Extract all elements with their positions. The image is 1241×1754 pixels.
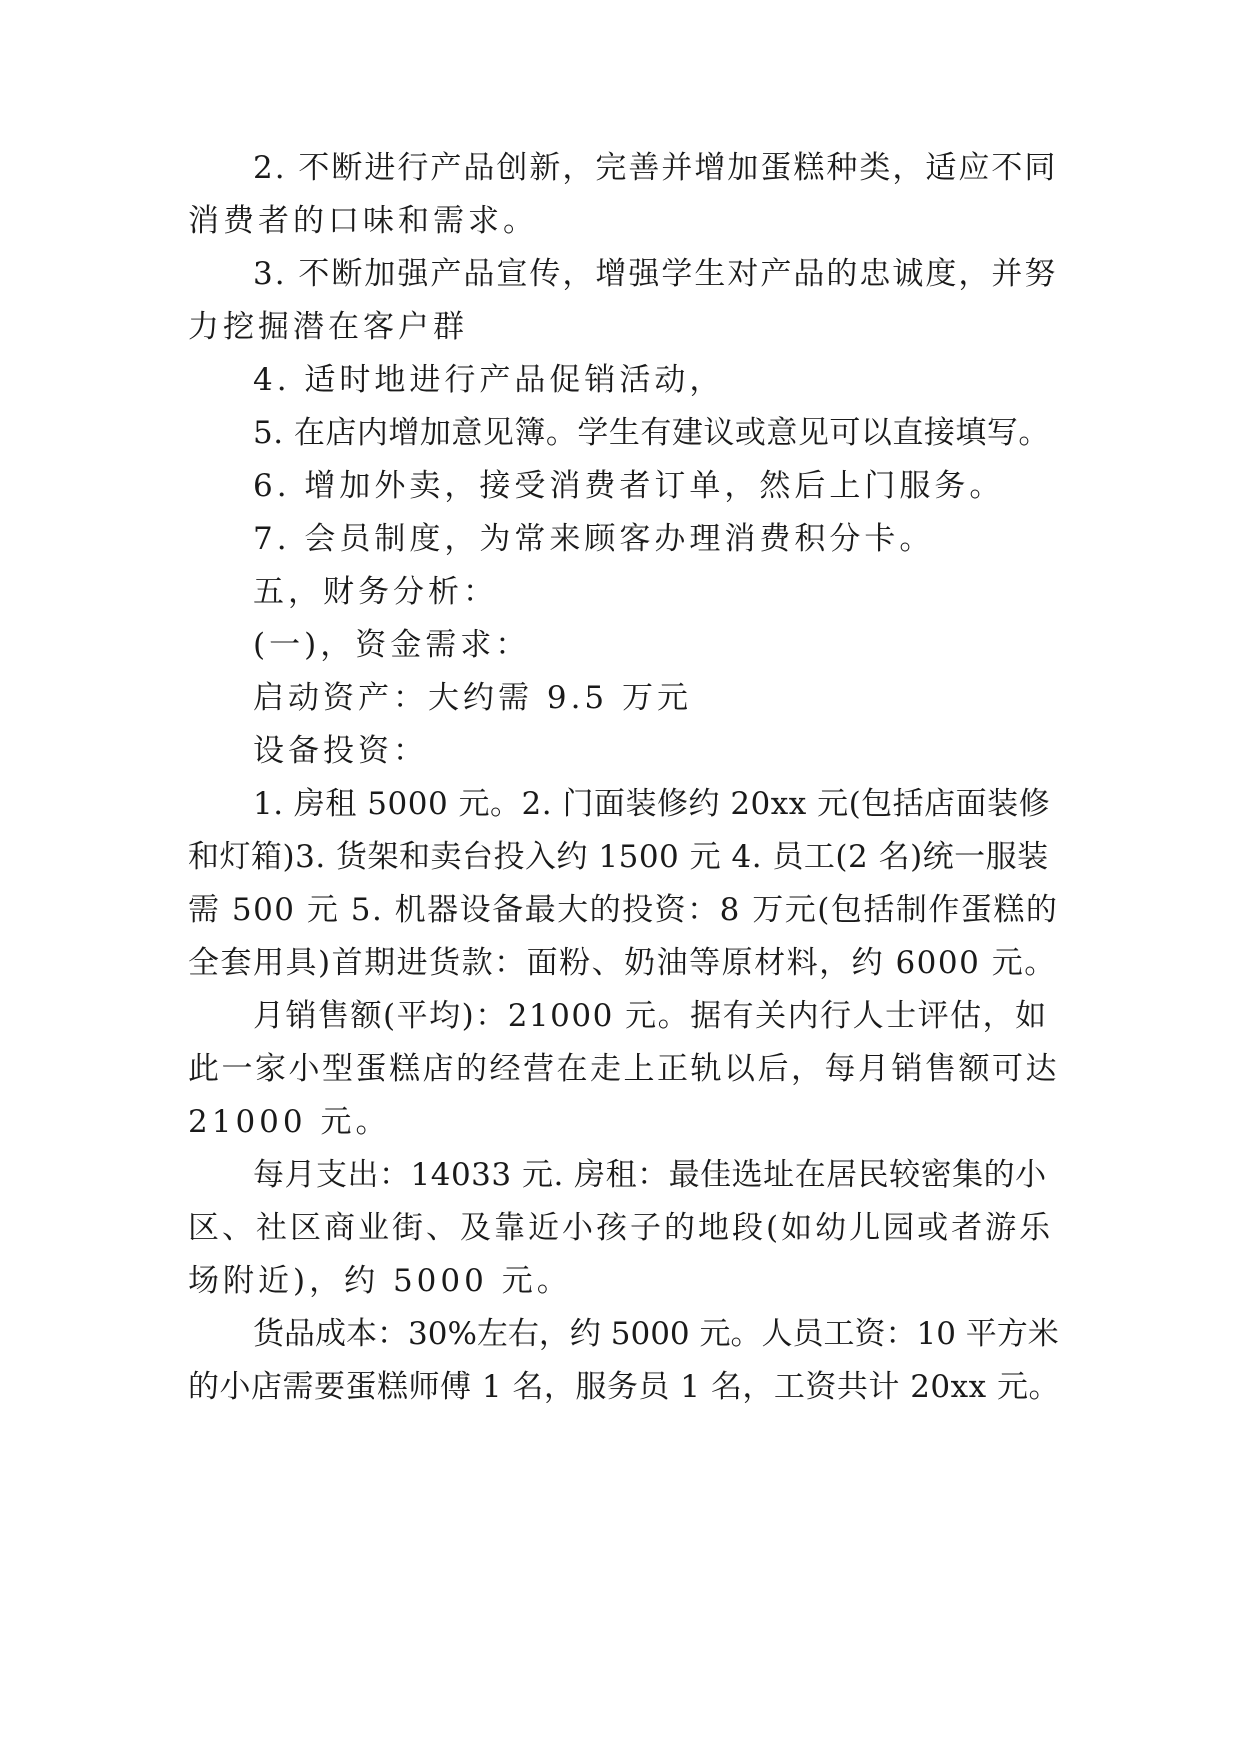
text-line: 消费者的口味和需求。 xyxy=(188,203,538,239)
text-line: 4. 适时地进行产品促销活动， xyxy=(253,362,725,398)
text-line: 7. 会员制度，为常来顾客办理消费积分卡。 xyxy=(253,521,935,557)
text-line: 设备投资： xyxy=(253,733,428,769)
subsection-heading: (一)，资金需求： xyxy=(253,627,531,663)
text-line: 启动资产：大约需 9.5 万元 xyxy=(253,680,693,716)
text-line: 和灯箱)3. 货架和卖台投入约 1500 元 4. 员工(2 名)统一服装 xyxy=(188,839,1049,875)
text-line: 货品成本：30%左右，约 5000 元。人员工资：10 平方米 xyxy=(253,1316,1059,1352)
text-line: 21000 元。 xyxy=(188,1104,391,1140)
text-line: 5. 在店内增加意见簿。学生有建议或意见可以直接填写。 xyxy=(253,415,1050,451)
text-line: 的小店需要蛋糕师傅 1 名，服务员 1 名，工资共计 20xx 元。 xyxy=(188,1369,1060,1405)
text-line: 月销售额(平均)：21000 元。据有关内行人士评估，如 xyxy=(253,998,1048,1034)
text-line: 场附近)，约 5000 元。 xyxy=(188,1263,572,1299)
text-line: 力挖掘潜在客户群 xyxy=(188,309,468,345)
text-line: 6. 增加外卖，接受消费者订单，然后上门服务。 xyxy=(253,468,1005,504)
text-line: 1. 房租 5000 元。2. 门面装修约 20xx 元(包括店面装修 xyxy=(253,786,1051,822)
section-heading: 五，财务分析： xyxy=(253,574,498,610)
text-line: 此一家小型蛋糕店的经营在走上正轨以后，每月销售额可达 xyxy=(188,1051,1059,1087)
text-line: 全套用具)首期进货款：面粉、奶油等原材料，约 6000 元。 xyxy=(188,945,1057,981)
text-line: 区、社区商业街、及靠近小孩子的地段(如幼儿园或者游乐 xyxy=(188,1210,1054,1246)
text-line: 需 500 元 5. 机器设备最大的投资：8 万元(包括制作蛋糕的 xyxy=(188,892,1059,928)
text-line: 每月支出：14033 元. 房租：最佳选址在居民较密集的小 xyxy=(253,1157,1047,1193)
text-line: 2. 不断进行产品创新，完善并增加蛋糕种类，适应不同 xyxy=(253,150,1058,186)
text-line: 3. 不断加强产品宣传，增强学生对产品的忠诚度，并努 xyxy=(253,256,1058,292)
